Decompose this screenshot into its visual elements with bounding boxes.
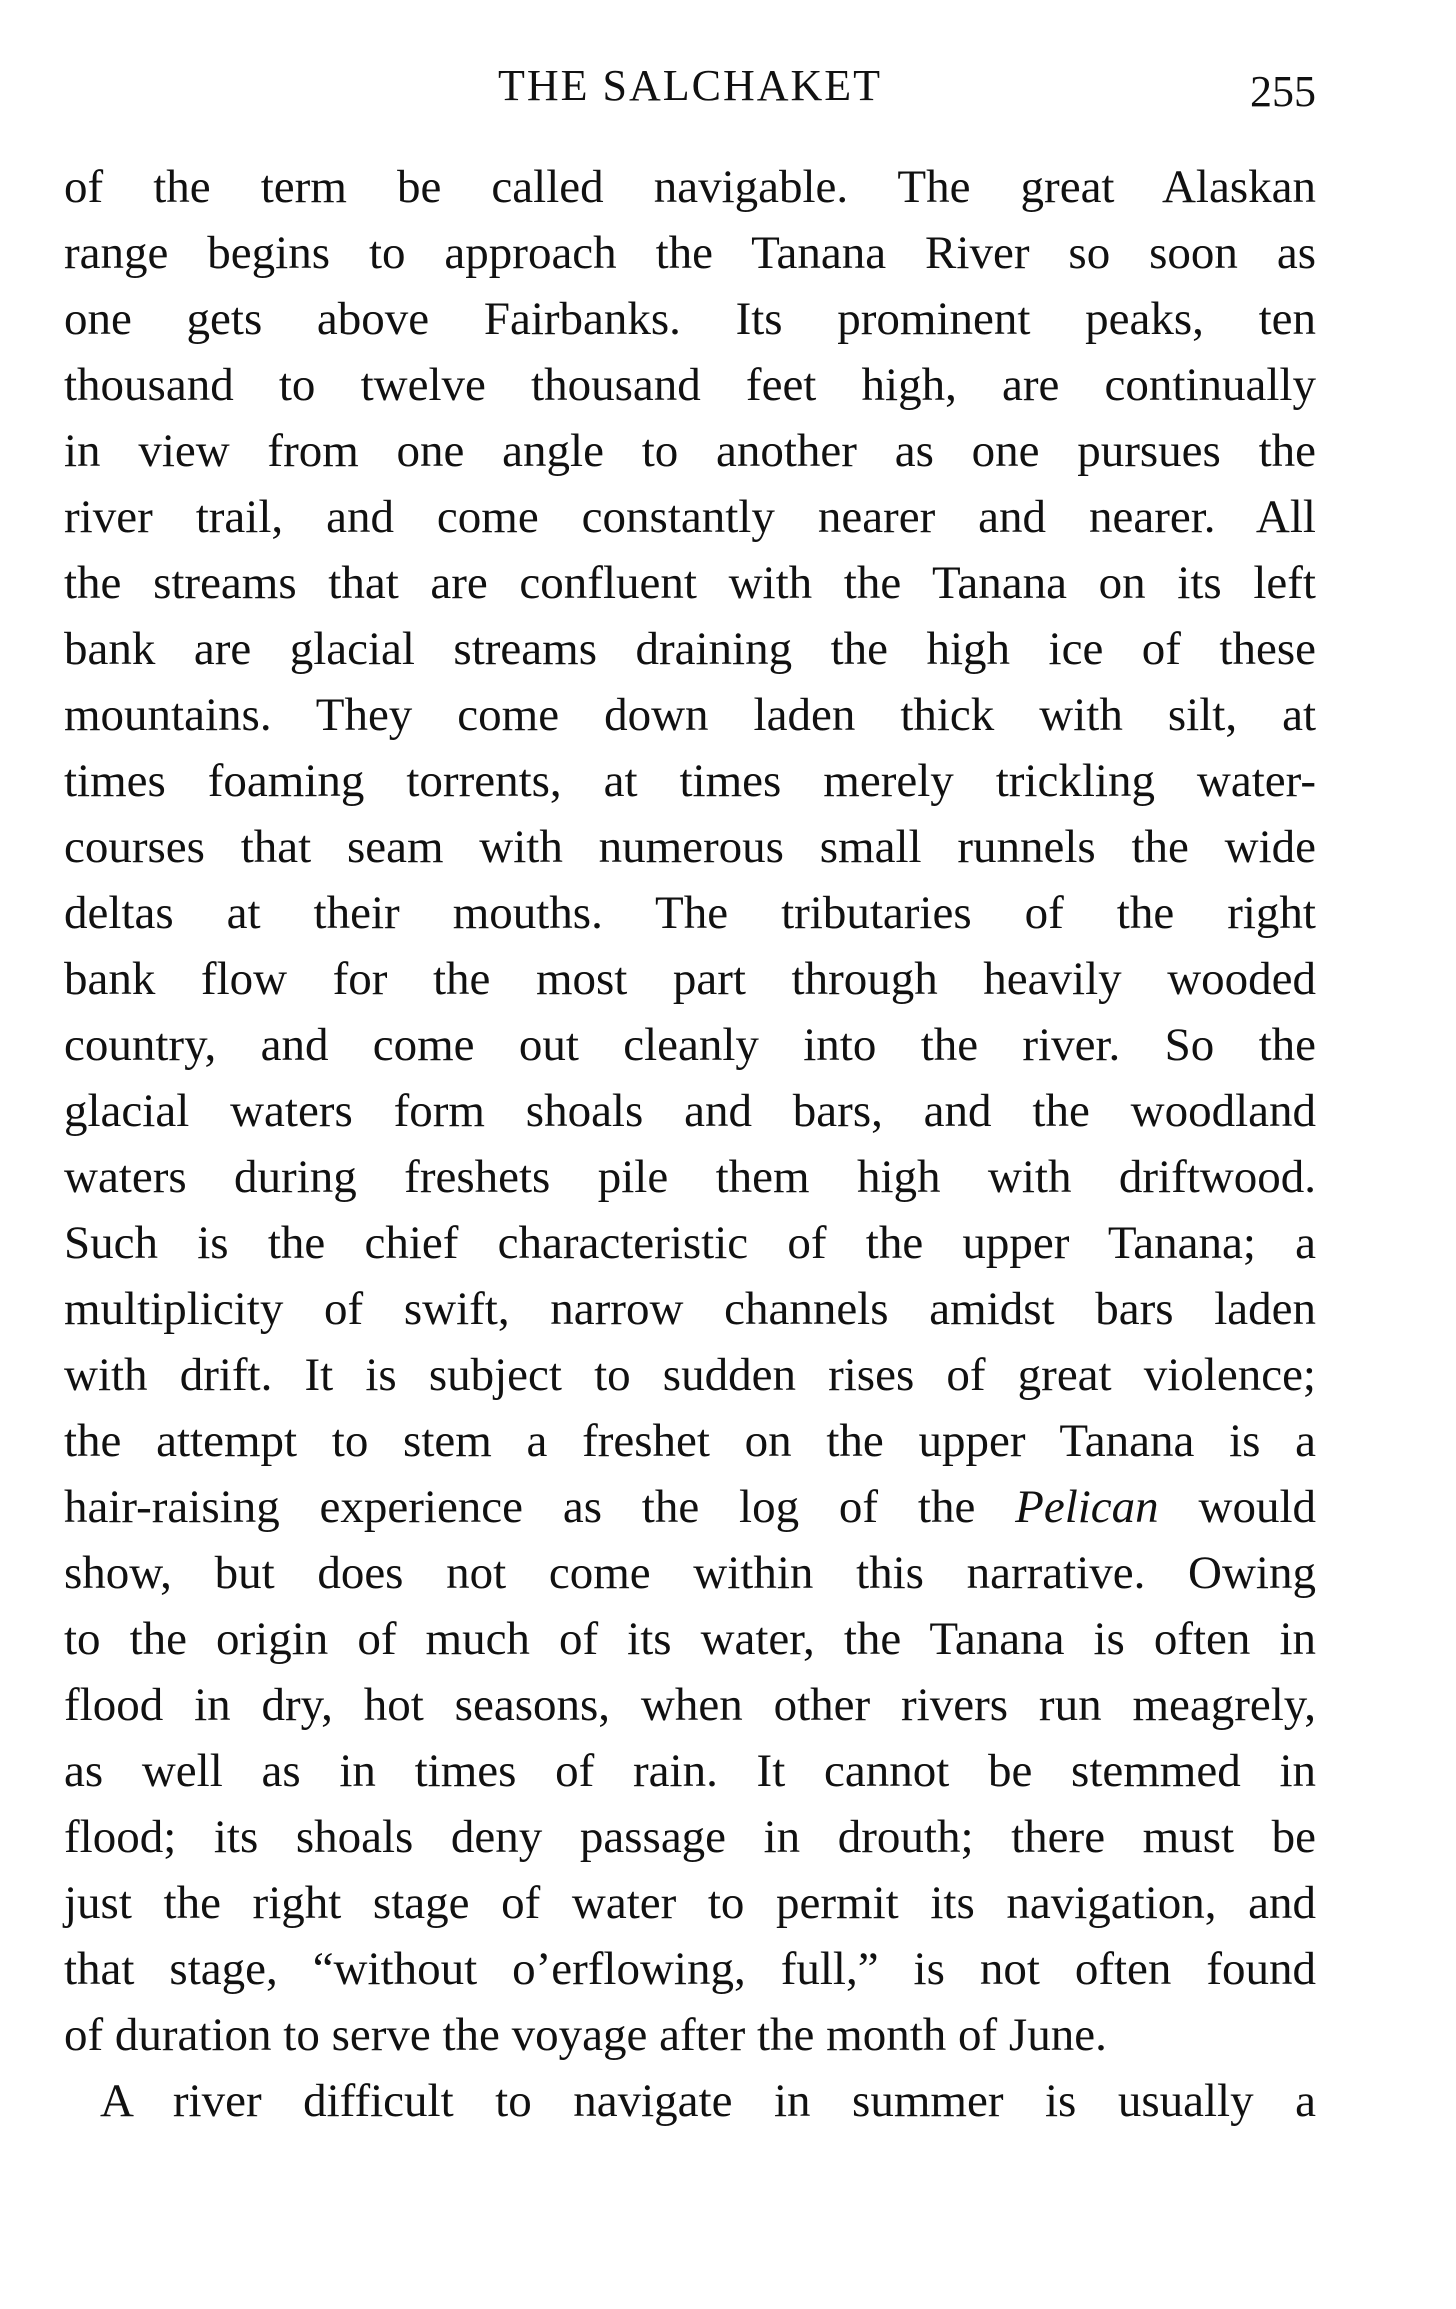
text-line: the attempt to stem a freshet on the upper Tanana is a [64, 1415, 1316, 1467]
ship-name-italic: Pelican [1015, 1481, 1159, 1533]
running-title: THE SALCHAKET [497, 61, 883, 110]
text-line: with drift. It is subject to sudden rises of great violence; [64, 1349, 1316, 1401]
text-line: to the origin of much of its water, the Tanana is often in [64, 1613, 1316, 1665]
text-line: flood in dry, hot seasons, when other rivers run meagrely, [64, 1679, 1316, 1731]
text-segment: hair-raising experience as the log of the [64, 1481, 1016, 1533]
text-line-with-italic [64, 1474, 1316, 1540]
text-line: as well as in times of rain. It cannot be stemmed in [64, 1745, 1316, 1797]
text-line: deltas at their mouths. The tributaries of the right [64, 887, 1316, 939]
text-line: waters during freshets pile them high with driftwood. [64, 1151, 1316, 1203]
text-line: in view from one angle to another as one pursues the [64, 425, 1316, 477]
text-line: flood; its shoals deny passage in drouth; there must be [64, 1811, 1316, 1863]
paragraph-end-line: of duration to serve the voyage after the month of June. [64, 2009, 1107, 2061]
text-segment: would [1158, 1481, 1317, 1533]
text-line: that stage, “without o’erflowing, full,” is not often found [64, 1943, 1316, 1995]
text-line: times foaming torrents, at times merely trickling water- [64, 755, 1316, 807]
text-line: glacial waters form shoals and bars, and the woodland [64, 1085, 1316, 1137]
text-line: country, and come out cleanly into the river. So the [64, 1019, 1316, 1071]
text-line: just the right stage of water to permit its navigation, and [64, 1877, 1316, 1929]
text-line: river trail, and come constantly nearer and nearer. All [64, 491, 1316, 543]
text-line: range begins to approach the Tanana River so soon as [64, 227, 1316, 279]
text-line: the streams that are confluent with the Tanana on its left [64, 557, 1316, 609]
paragraph-start-line: A river difficult to navigate in summer is usually a [100, 2075, 1316, 2127]
text-line: show, but does not come within this narrative. Owing [64, 1547, 1316, 1599]
text-line: of the term be called navigable. The great Alaskan [64, 161, 1316, 213]
text-line: multiplicity of swift, narrow channels amidst bars laden [64, 1283, 1316, 1335]
text-line: bank flow for the most part through heavily wooded [64, 953, 1316, 1005]
text-line: mountains. They come down laden thick with silt, at [64, 689, 1316, 741]
text-line: thousand to twelve thousand feet high, are continually [64, 359, 1316, 411]
text-line: bank are glacial streams draining the high ice of these [64, 623, 1316, 675]
page-number: 255 [1250, 67, 1316, 116]
text-line: one gets above Fairbanks. Its prominent peaks, ten [64, 293, 1316, 345]
running-head [64, 56, 1316, 116]
text-line: courses that seam with numerous small runnels the wide [64, 821, 1316, 873]
text-line: Such is the chief characteristic of the upper Tanana; a [64, 1217, 1316, 1269]
body-text [64, 154, 1316, 2134]
